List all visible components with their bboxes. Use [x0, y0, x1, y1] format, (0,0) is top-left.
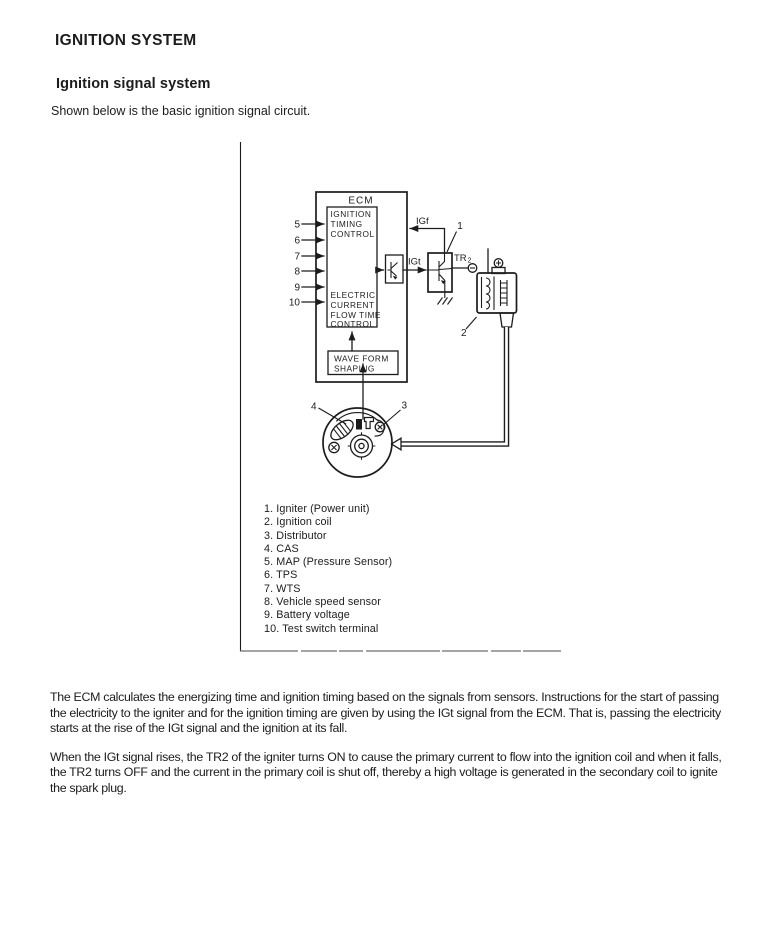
section-subtitle: Ignition signal system: [56, 76, 211, 92]
callout-2-leader: [466, 317, 477, 329]
figure-legend: [264, 503, 392, 636]
coil-to-distributor-wire: [392, 327, 507, 450]
driver-transistor-box: [386, 255, 404, 283]
legend-item: 8. Vehicle speed sensor: [264, 596, 381, 609]
screw-icon: [329, 442, 339, 452]
svg-text:CONTROL: CONTROL: [330, 319, 375, 329]
legend-item: 7. WTS: [264, 582, 301, 595]
body-paragraph-1: The ECM calculates the energizing time and ignition timing based on the signals from sensors. Instructions for the start of passing the electricity to the igniter and for the ignition timing are given by using the IGt signal from the ECM. That is, passing the electricity starts at the rise of the IGt signal and the ignition at its fall.: [50, 690, 721, 736]
input-number: 9: [294, 282, 300, 294]
legend-item: 4. CAS: [264, 542, 299, 555]
legend-item: 1. Igniter (Power unit): [264, 503, 370, 515]
callout-3: 3: [401, 400, 408, 412]
body-text: [50, 690, 722, 810]
page-title: IGNITION SYSTEM: [55, 32, 197, 49]
igf-label: IGf: [416, 216, 429, 227]
input-number: 5: [294, 219, 300, 231]
legend-item: 6. TPS: [264, 569, 298, 582]
svg-text:SHAPING: SHAPING: [334, 363, 375, 374]
svg-text:CONTROL: CONTROL: [330, 229, 375, 239]
igniter-transistor-icon: [428, 253, 452, 292]
callout-4: 4: [311, 401, 317, 413]
minus-terminal-icon: [468, 264, 477, 273]
input-number: 8: [294, 266, 300, 278]
waveform-shaping-text: [334, 354, 389, 374]
ignition-coil: [477, 268, 517, 328]
callout-4-leader: [319, 408, 347, 424]
intro-text: Shown below is the basic ignition signal circuit.: [51, 104, 311, 118]
input-number: 6: [294, 235, 300, 247]
igt-label: IGt: [408, 256, 421, 268]
input-number: 10: [288, 297, 300, 309]
svg-text:FLOW TIME: FLOW TIME: [330, 310, 381, 320]
input-number: 7: [294, 251, 300, 263]
svg-text:TR: TR: [454, 253, 467, 264]
primary-winding-icon: [486, 278, 490, 309]
driver-transistor-icon: [388, 262, 398, 280]
igf-arrow: [410, 229, 445, 254]
callout-1-leader: [447, 232, 457, 253]
secondary-winding-icon: [501, 280, 508, 306]
ignition-timing-control-text: [331, 209, 375, 239]
legend-item: 3. Distributor: [264, 529, 327, 542]
legend-item: 2. Ignition coil: [264, 516, 332, 529]
tr2-label: [454, 253, 472, 265]
ecm-label: ECM: [348, 195, 374, 207]
electric-current-control-text: [331, 290, 381, 329]
svg-text:IGNITION: IGNITION: [330, 209, 372, 219]
ground-icon: [438, 292, 453, 305]
distributor: [323, 408, 392, 477]
legend-item: 9. Battery voltage: [264, 609, 350, 622]
svg-text:2: 2: [467, 257, 472, 265]
sensor-input-arrows: [289, 220, 324, 309]
legend-item: 10. Test switch terminal: [264, 622, 379, 635]
igniter-box: [428, 253, 452, 292]
body-paragraph-2: When the IGt signal rises, the TR2 of the igniter turns ON to cause the primary current to flow into the ignition coil and when it falls, the TR2 turns OFF and the current in the primary coil is shut off, thereby a high voltage is generated in the secondary coil to ignite the spark plug.: [50, 749, 722, 795]
svg-text:ELECTRIC: ELECTRIC: [330, 290, 376, 300]
legend-item: 5. MAP (Pressure Sensor): [264, 556, 393, 569]
plus-terminal-icon: [494, 259, 503, 268]
svg-text:TIMING: TIMING: [330, 219, 363, 229]
wire-arrowhead-icon: [392, 438, 402, 450]
callout-1: 1: [457, 221, 463, 232]
callout-2: 2: [461, 328, 467, 339]
rotor-shaft-icon: [348, 432, 376, 460]
svg-text:CURRENT: CURRENT: [330, 300, 375, 310]
callout-3-leader: [383, 410, 401, 425]
svg-text:WAVE FORM: WAVE FORM: [334, 353, 389, 364]
